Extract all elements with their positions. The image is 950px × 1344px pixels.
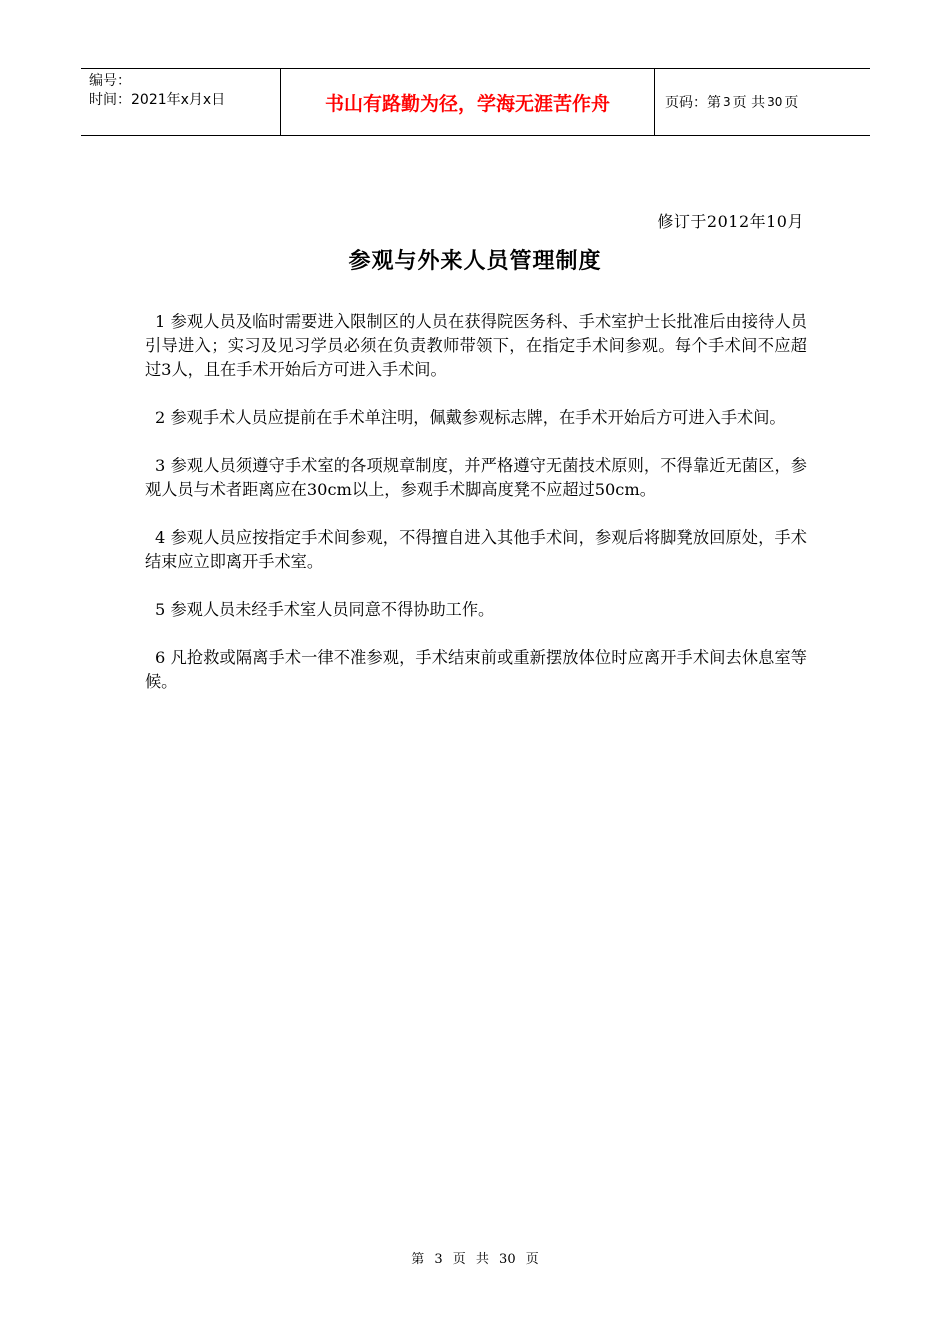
serial-label: 编号：	[89, 73, 131, 89]
rule-paragraph-4: 4 参观人员应按指定手术间参观，不得擅自进入其他手术间，参观后将脚凳放回原处，手术结束应立即离开手术室。	[145, 528, 807, 571]
document-body	[145, 310, 807, 718]
rule-paragraph-3: 3 参观人员须遵守手术室的各项规章制度，并严格遵守无菌技术原则，不得靠近无菌区，参观人员与术者距离应在30cm以上，参观手术脚高度凳不应超过50cm。	[145, 456, 807, 499]
rule-paragraph-6: 6 凡抢救或隔离手术一律不准参观，手术结束前或重新摆放体位时应离开手术间去休息室等候。	[145, 648, 807, 691]
rule-paragraph-1: 1 参观人员及临时需要进入限制区的人员在获得院医务科、手术室护士长批准后由接待人员引导进入；实习及见习学员必须在负责教师带领下，在指定手术间参观。每个手术间不应超过3人，且在手术开始后方可进入手术间。	[145, 312, 807, 379]
document-header	[81, 68, 870, 136]
page-middle: 页 共	[732, 95, 766, 111]
page-footer: 第 3 页 共 30 页	[411, 1252, 539, 1267]
document-title: 参观与外来人员管理制度	[348, 249, 602, 274]
page-current: 3	[723, 95, 731, 109]
page-suffix: 页	[784, 95, 799, 111]
rule-paragraph-2: 2 参观手术人员应提前在手术单注明，佩戴参观标志牌，在手术开始后方可进入手术间。	[155, 408, 786, 427]
rule-paragraph-5: 5 参观人员未经手术室人员同意不得协助工作。	[155, 600, 495, 619]
header-meta-cell	[81, 69, 281, 135]
header-page-info	[655, 69, 870, 135]
page-total: 30	[767, 95, 783, 109]
date-label: 时间：2021年x月x日	[89, 92, 226, 108]
header-motto: 书山有路勤为径，学海无涯苦作舟	[281, 69, 655, 135]
revision-date: 修订于2012年10月	[657, 212, 804, 231]
page-prefix: 页码：第	[665, 95, 721, 111]
